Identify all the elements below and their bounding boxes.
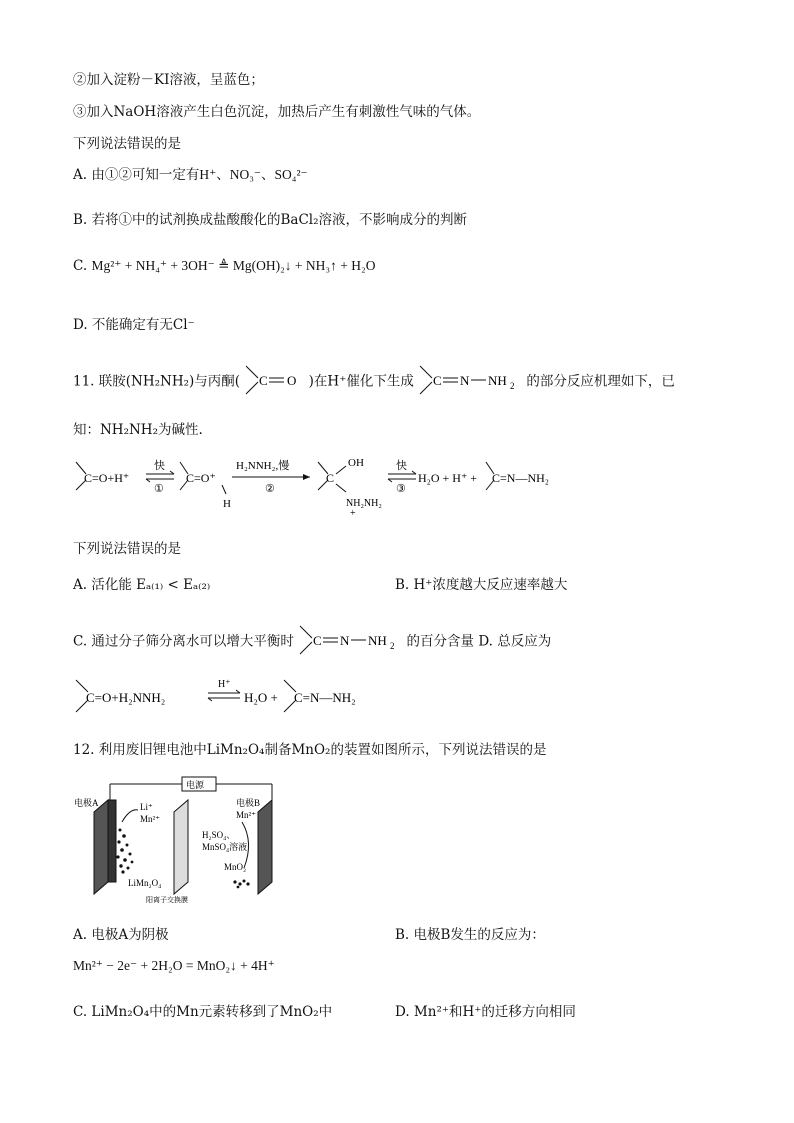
svg-text:H: H: [223, 498, 231, 510]
hydrazone-structure: [418, 364, 522, 400]
svg-text:H₂O + H⁺ +: H₂O + H⁺ +: [418, 471, 478, 485]
cation-exchange-membrane: [174, 800, 188, 894]
svg-text:+: +: [350, 508, 356, 518]
svg-text:O: O: [287, 373, 297, 388]
question-prompt: 下列说法错误的是: [73, 136, 181, 152]
svg-text:C: C: [313, 633, 322, 648]
svg-text:C=O+H₂NNH₂: C=O+H₂NNH₂: [86, 690, 166, 705]
svg-text:Li⁺: Li⁺: [140, 802, 153, 812]
svg-text:LiMn₂O₄: LiMn₂O₄: [128, 878, 162, 888]
q10-option-b: B. 若将①中的试剂换成盐酸酸化的BaCl₂溶液，不影响成分的判断: [73, 212, 468, 228]
q11-option-d: D. 总反应为: [478, 633, 552, 650]
svg-text:②: ②: [265, 483, 275, 495]
q12-option-d: D. Mn²⁺和H⁺的迁移方向相同: [395, 1004, 576, 1020]
statement-2: ②加入淀粉－KI溶液，呈蓝色；: [73, 72, 264, 88]
svg-text:N: N: [460, 373, 470, 388]
statement-3: ③加入NaOH溶液产生白色沉淀，加热后产生有刺激性气味的气体。: [73, 104, 481, 120]
electrode-b: [258, 800, 272, 894]
q10-option-a: A. 由①②可知一定有H⁺、NO₃⁻、SO₄²⁻: [73, 167, 308, 183]
svg-text:阳离子交换膜: 阳离子交换膜: [146, 896, 188, 904]
svg-text:快: 快: [154, 460, 165, 472]
svg-text:NH: NH: [368, 633, 388, 648]
svg-text:电源: 电源: [186, 780, 205, 790]
mech-reactant: C=O+H⁺: [84, 471, 130, 485]
svg-text:MnO₂: MnO₂: [224, 862, 247, 872]
q12-option-a: A. 电极A为阴极: [73, 927, 169, 943]
acetone-structure: [244, 364, 304, 400]
svg-text:电极A: 电极A: [74, 798, 99, 808]
q10-option-d: D. 不能确定有无Cl⁻: [73, 317, 195, 333]
hydrazone-structure-c: [298, 624, 402, 660]
svg-text:N: N: [340, 633, 350, 648]
svg-text:OH: OH: [348, 457, 364, 469]
svg-text:H₂SO₄、: H₂SO₄、: [202, 830, 236, 840]
mech-product: C=N—NH₂: [492, 471, 549, 485]
svg-text:Mn²⁺: Mn²⁺: [140, 814, 160, 824]
svg-text:Mn²⁺: Mn²⁺: [236, 810, 256, 820]
svg-text:2: 2: [510, 381, 515, 391]
electrolysis-diagram: [72, 772, 302, 904]
reaction-mechanism: [70, 452, 590, 518]
svg-text:NH₂NH₂: NH₂NH₂: [346, 498, 382, 509]
q11-prompt: 下列说法错误的是: [73, 541, 181, 557]
svg-text:H₂NNH₂,慢: H₂NNH₂,慢: [236, 460, 290, 472]
q11-stem-line1: 11. 联胺(NH₂NH₂)与丙酮( C O )在H⁺催化下生成 C N NH 2 的部分反应机理如下，已: [73, 364, 675, 400]
q12-stem: 12. 利用废旧锂电池中LiMn₂O₄制备MnO₂的装置如图所示，下列说法错误的是: [73, 742, 547, 758]
q12-option-c: C. LiMn₂O₄中的Mn元素转移到了MnO₂中: [73, 1004, 333, 1020]
q11-option-c: C. 通过分子筛分离水可以增大平衡时 C N NH 2 的百分含量 D. 总反应为: [73, 624, 551, 660]
q12-option-b-equation: Mn²⁺ − 2e⁻ + 2H₂O = MnO₂↓ + 4H⁺: [73, 958, 275, 973]
svg-text:电极B: 电极B: [236, 798, 261, 808]
q11-option-b: B. H⁺浓度越大反应速率越大: [395, 577, 568, 593]
svg-text:①: ①: [154, 483, 164, 495]
q11-stem-line2: 知：NH₂NH₂为碱性.: [73, 422, 203, 438]
mech-intermediate-1: C=O⁺: [186, 471, 216, 485]
svg-text:NH: NH: [488, 373, 507, 388]
electrode-a: [94, 800, 108, 894]
q12-option-b: B. 电极B发生的反应为：: [395, 927, 545, 943]
svg-text:H⁺: H⁺: [218, 679, 231, 690]
svg-text:C=N—NH₂: C=N—NH₂: [294, 690, 356, 705]
svg-text:C: C: [326, 471, 335, 485]
q11-option-a: A. 活化能 Eₐ₍₁₎ < Eₐ₍₂₎: [73, 577, 211, 593]
svg-text:2: 2: [390, 641, 395, 651]
svg-text:C: C: [433, 373, 442, 388]
total-reaction: [70, 672, 400, 718]
svg-text:MnSO₄溶液: MnSO₄溶液: [202, 842, 248, 852]
q10-option-c: C. Mg²⁺ + NH₄⁺ + 3OH⁻ ≜ Mg(OH)₂↓ + NH₃↑ + H₂O: [73, 258, 376, 274]
svg-text:③: ③: [396, 483, 406, 495]
svg-text:H₂O +: H₂O +: [244, 690, 278, 705]
svg-text:快: 快: [396, 460, 407, 472]
svg-text:C: C: [259, 373, 269, 388]
